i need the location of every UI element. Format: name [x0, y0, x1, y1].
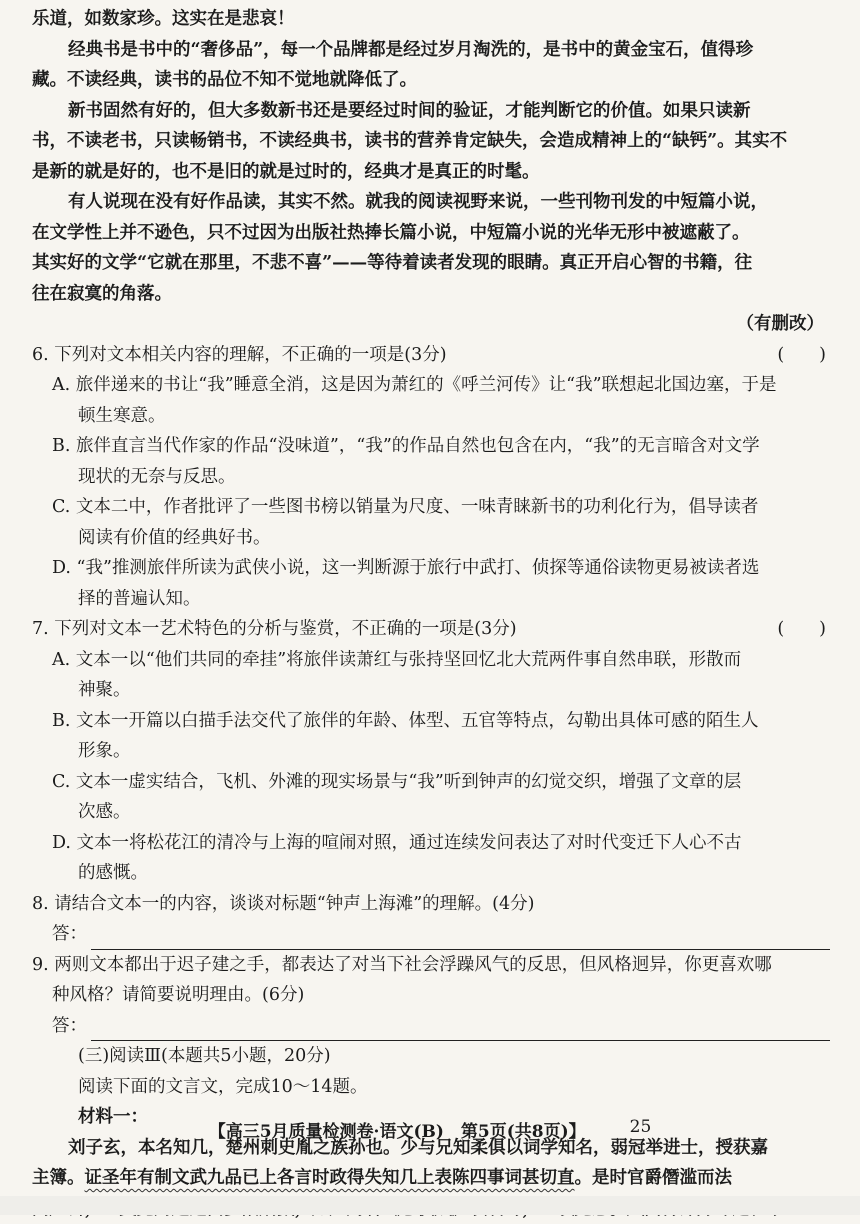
wavy-underlined-sentence: 证圣年有制文武九品已上各言时政得失知几上表陈四事词甚切直: [85, 1168, 575, 1188]
classical-line: [32, 1163, 832, 1194]
answer-rule: [91, 927, 830, 950]
footer-title: 【高三5月质量检测卷·语文(B) 第5页(共8页)】: [209, 1117, 586, 1142]
question-7: [32, 614, 832, 889]
page-footer: [0, 1117, 860, 1142]
answer-line[interactable]: [32, 1011, 832, 1042]
option-b: B. 旅伴直言当代作家的作品“没味道”，“我”的作品自然也包含在内，“我”的无言暗含对文学: [32, 431, 832, 462]
option-d-continued: 的感慨。: [32, 858, 832, 889]
classical-line: 刘子玄，本名知几，楚州刺史胤之族孙也。少与兄知柔俱以词学知名，弱冠举进士，授获嘉: [32, 1133, 832, 1164]
passage-line: 有人说现在没有好作品读，其实不然。就我的阅读视野来说，一些刊物刊发的中短篇小说，: [32, 187, 832, 218]
option-c: C. 文本一虚实结合，飞机、外滩的现实场景与“我”听到钟声的幻觉交织，增强了文章的层: [32, 767, 832, 798]
question-text: 6. 下列对文本相关内容的理解，不正确的一项是(3分): [32, 340, 447, 371]
option-c-continued: 次感。: [32, 797, 832, 828]
option-c: C. 文本二中，作者批评了一些图书榜以销量为尺度、一味青睐新书的功利化行为，倡导读者: [32, 492, 832, 523]
material-label: 材料一：: [32, 1102, 832, 1133]
passage-line: 在文学性上并不逊色，只不过因为出版社热捧长篇小说，中短篇小说的光华无形中被遮蔽了。: [32, 218, 832, 249]
classical-text-plain: 。是时官爵僭滥而法: [575, 1168, 733, 1188]
passage-line: 藏。不读经典，读书的品位不知不觉地就降低了。: [32, 65, 832, 96]
option-b-continued: 现状的无奈与反思。: [32, 462, 832, 493]
option-b: B. 文本一开篇以白描手法交代了旅伴的年龄、体型、五官等特点，勾勒出具体可感的陌生人: [32, 706, 832, 737]
answer-label: 答：: [32, 919, 87, 950]
passage-line: 经典书是书中的“奢侈品”，每一个品牌都是经过岁月淘洗的，是书中的黄金宝石，值得珍: [32, 35, 832, 66]
answer-line[interactable]: [32, 919, 832, 950]
question-stem: [32, 614, 832, 645]
passage-line: 乐道，如数家珍。这实在是悲哀！: [32, 4, 832, 35]
passage-line: 往在寂寞的角落。: [32, 279, 832, 310]
answer-parenthesis: ( ): [777, 340, 832, 371]
option-d: D. 文本一将松花江的清冷与上海的喧闹对照，通过连续发问表达了对时代变迁下人心不古: [32, 828, 832, 859]
passage-line: 其实好的文学“它就在那里，不悲不喜”——等待着读者发现的眼睛。真正开启心智的书籍，往: [32, 248, 832, 279]
question-stem: 9. 两则文本都出于迟子建之手，都表达了对当下社会浮躁风气的反思，但风格迥异，你更喜欢哪: [32, 950, 832, 981]
question-stem: [32, 340, 832, 371]
option-a-continued: 顿生寒意。: [32, 401, 832, 432]
bottom-margin: [0, 1196, 860, 1215]
option-b-continued: 形象。: [32, 736, 832, 767]
option-d: D. “我”推测旅伴所读为武侠小说，这一判断源于旅行中武打、侦探等通俗读物更易被读者选: [32, 553, 832, 584]
classical-text-plain: 主簿。: [32, 1168, 85, 1188]
question-8: [32, 889, 832, 950]
question-stem: 8. 请结合文本一的内容，谈谈对标题“钟声上海滩”的理解。(4分): [32, 889, 832, 920]
question-9: [32, 950, 832, 1042]
question-stem-continued: 种风格？请简要说明理由。(6分): [32, 980, 832, 1011]
option-a: A. 文本一以“他们共同的牵挂”将旅伴读萧红与张持坚回忆北大荒两件事自然串联，形散而: [32, 645, 832, 676]
section-title: (三)阅读Ⅲ(本题共5小题，20分): [32, 1041, 832, 1072]
passage-continuation: [32, 4, 832, 340]
answer-label: 答：: [32, 1011, 87, 1042]
question-6: [32, 340, 832, 615]
option-c-continued: 阅读有价值的经典好书。: [32, 523, 832, 554]
option-d-continued: 择的普遍认知。: [32, 584, 832, 615]
answer-rule: [91, 1018, 830, 1041]
passage-line: 书，不读老书，只读畅销书，不读经典书，读书的营养肯定缺失，会造成精神上的“缺钙”。其实不: [32, 126, 832, 157]
option-a-continued: 神聚。: [32, 675, 832, 706]
question-text: 7. 下列对文本一艺术特色的分析与鉴赏，不正确的一项是(3分): [32, 614, 517, 645]
section-instruction: 阅读下面的文言文，完成10～14题。: [32, 1072, 832, 1103]
source-note: （有删改）: [32, 309, 832, 340]
option-a: A. 旅伴递来的书让“我”睡意全消，这是因为萧红的《呼兰河传》让“我”联想起北国边塞，于是: [32, 370, 832, 401]
answer-parenthesis: ( ): [777, 614, 832, 645]
passage-line: 新书固然有好的，但大多数新书还是要经过时间的验证，才能判断它的价值。如果只读新: [32, 96, 832, 127]
passage-line: 是新的就是好的，也不是旧的就是过时的，经典才是真正的时髦。: [32, 157, 832, 188]
footer-page-number: 25: [630, 1117, 652, 1142]
